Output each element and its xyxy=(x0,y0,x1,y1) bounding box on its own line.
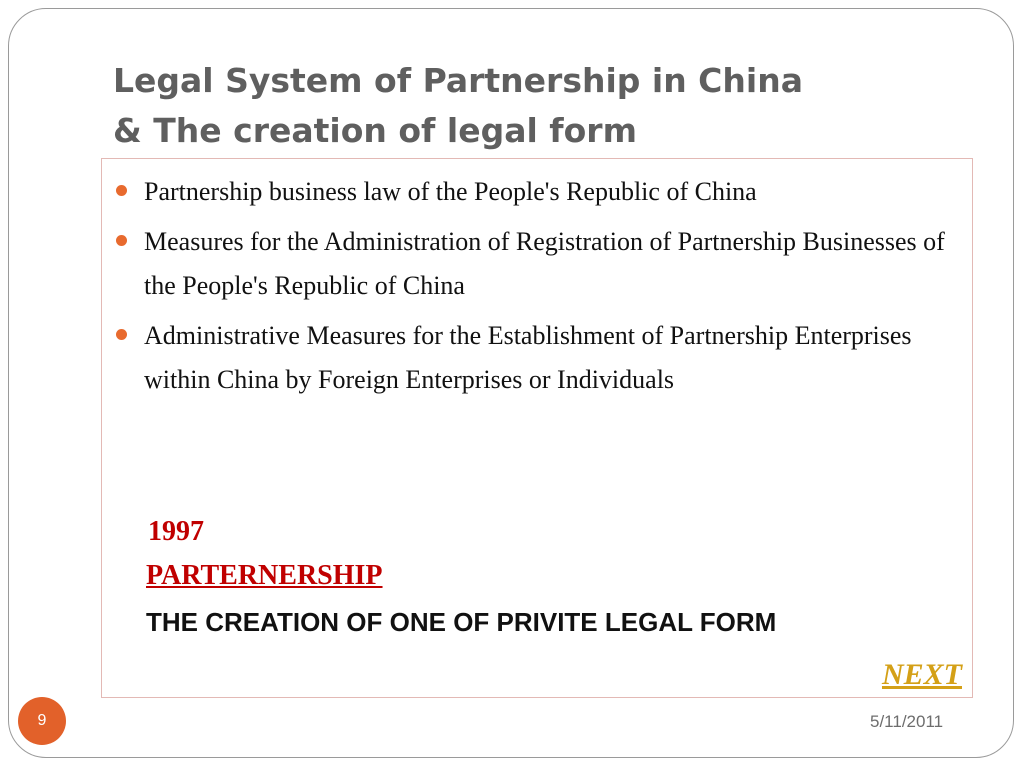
title-line-2: & The creation of legal form xyxy=(113,111,637,150)
page-number: 9 xyxy=(37,712,47,729)
partnership-label: PARTERNERSHIP xyxy=(146,560,383,591)
slide-date: 5/11/2011 xyxy=(870,712,944,731)
year-label: 1997 xyxy=(148,516,204,547)
bullet-item xyxy=(116,314,966,402)
orange-dot-icon xyxy=(116,329,127,340)
bullet-text: Administrative Measures for the Establishment of Partnership Enterprises within China by Foreign Enterprises or Individuals xyxy=(144,321,912,394)
page-number-badge xyxy=(18,697,66,745)
slide-title xyxy=(113,56,973,156)
bullet-text: Measures for the Administration of Registration of Partnership Businesses of the People's Republic of China xyxy=(144,227,945,300)
bullet-list xyxy=(116,170,966,408)
bullet-text: Partnership business law of the People's Republic of China xyxy=(144,177,757,206)
next-link[interactable]: NEXT xyxy=(881,658,962,691)
orange-dot-icon xyxy=(116,185,127,196)
bullet-item xyxy=(116,220,966,308)
orange-dot-icon xyxy=(116,235,127,246)
title-line-1: Legal System of Partnership in China xyxy=(113,61,803,100)
bullet-item xyxy=(116,170,966,214)
creation-text: THE CREATION OF ONE OF PRIVITE LEGAL FORM xyxy=(146,607,777,637)
